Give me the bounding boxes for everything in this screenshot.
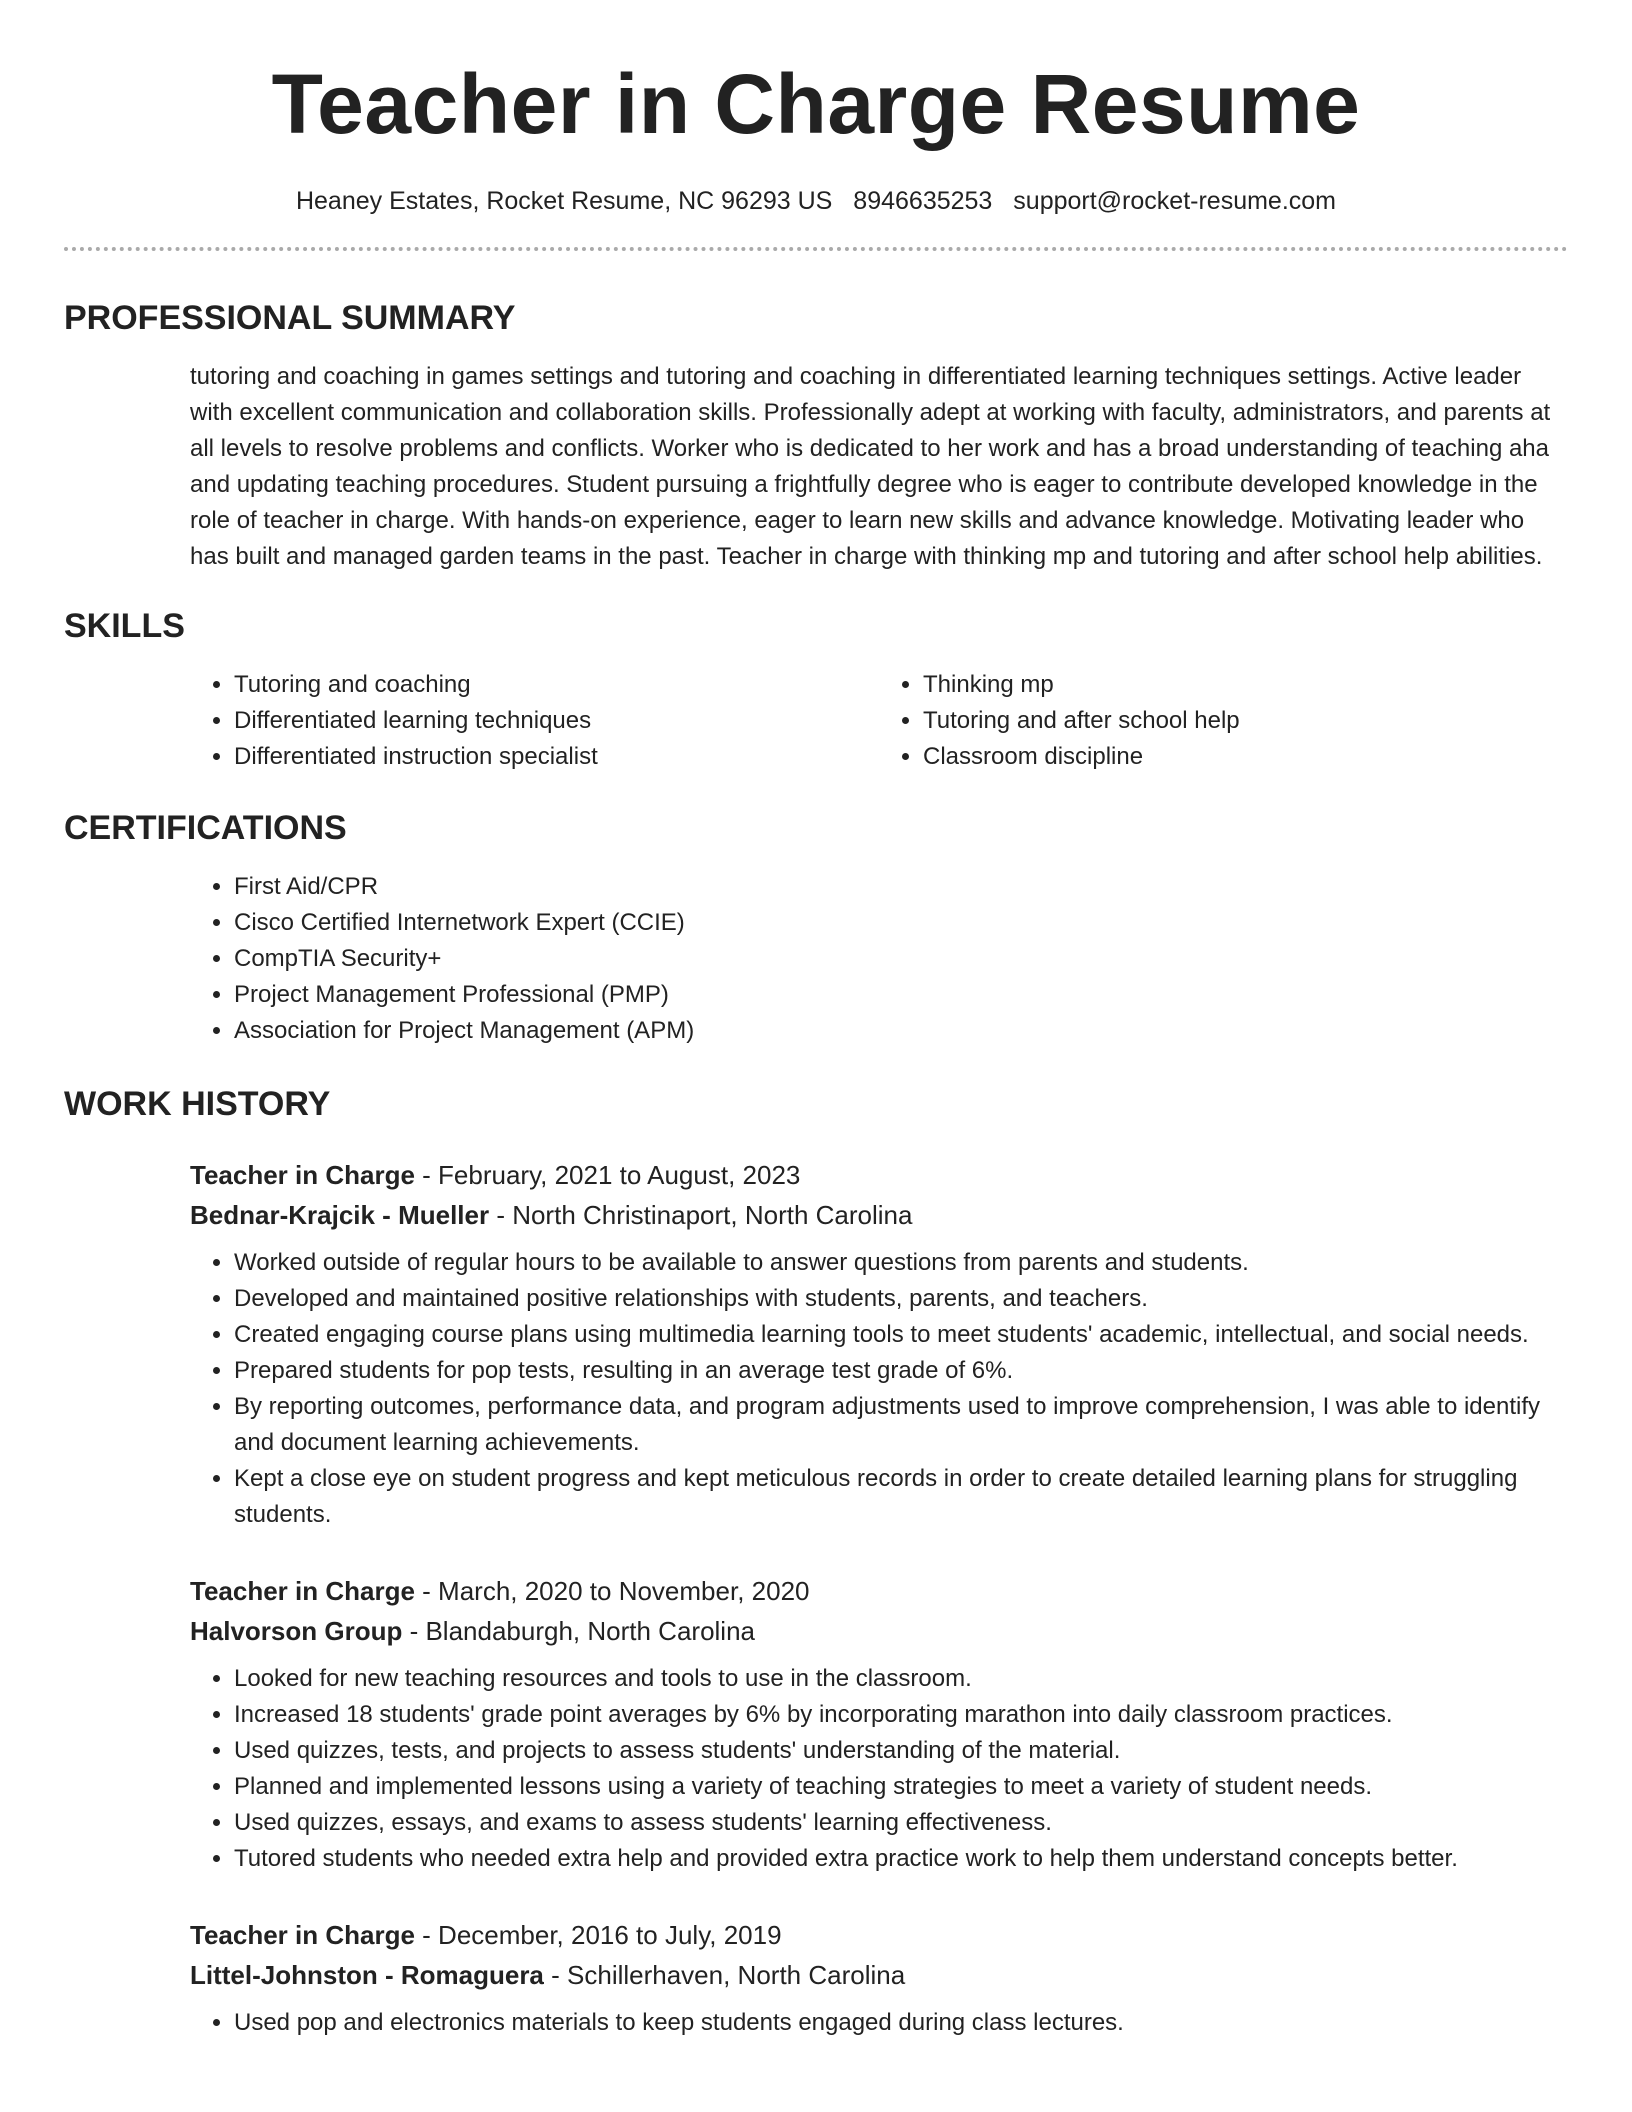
contact-address: Heaney Estates, Rocket Resume, NC 96293 US <box>295 187 833 215</box>
job-title: Teacher in Charge <box>190 1160 415 1190</box>
job-bullet: • Tutored students who needed extra help and provided extra practice work to help them understand concepts better. <box>234 1841 1568 1877</box>
job-bullet: • Increased 18 students' grade point averages by 6% by incorporating marathon into daily classroom practices. <box>234 1697 1568 1733</box>
job-bullet: • Looked for new teaching resources and tools to use in the classroom. <box>234 1661 1568 1697</box>
certifications-list <box>190 869 1568 1049</box>
job-bullet: • Worked outside of regular hours to be available to answer questions from parents and students. <box>234 1245 1568 1281</box>
job-bullet: • Planned and implemented lessons using a variety of teaching strategies to meet a variety of student needs. <box>234 1769 1568 1805</box>
contact-email: support@rocket-resume.com <box>1013 187 1337 215</box>
job-bullets <box>190 1661 1568 1877</box>
job-bullet: • Kept a close eye on student progress and kept meticulous records in order to create detailed learning plans for struggling students. <box>234 1461 1568 1533</box>
job-entry <box>190 1571 1568 1877</box>
job-bullet: • By reporting outcomes, performance data, and program adjustments used to improve comprehension, I was able to identify and document learning achievements. <box>234 1389 1568 1461</box>
job-company-line <box>190 1195 1568 1235</box>
summary-heading: PROFESSIONAL SUMMARY <box>64 299 516 337</box>
job-dates: - February, 2021 to August, 2023 <box>414 1160 801 1190</box>
skill-item: • Differentiated instruction specialist <box>234 739 879 775</box>
job-entry <box>190 1915 1568 2041</box>
skill-item: • Tutoring and coaching <box>234 667 879 703</box>
job-company: Littel-Johnston - Romaguera <box>190 1960 544 1990</box>
job-location: - North Christinaport, North Carolina <box>489 1200 913 1230</box>
job-bullets <box>190 2005 1568 2041</box>
certifications-heading: CERTIFICATIONS <box>64 809 347 847</box>
job-company-line <box>190 1955 1568 1995</box>
job-entry <box>190 1155 1568 1533</box>
job-title-line <box>190 1155 1568 1195</box>
job-bullet: • Used quizzes, essays, and exams to assess students' learning effectiveness. <box>234 1805 1568 1841</box>
job-location: - Blandaburgh, North Carolina <box>402 1616 755 1646</box>
work-history-heading: WORK HISTORY <box>64 1085 331 1123</box>
skill-item: • Thinking mp <box>923 667 1568 703</box>
certification-item: • Cisco Certified Internetwork Expert (CCIE) <box>234 905 1568 941</box>
certification-item: • Association for Project Management (APM) <box>234 1013 1568 1049</box>
job-company-line <box>190 1611 1568 1651</box>
job-title-line <box>190 1915 1568 1955</box>
skill-item: • Differentiated learning techniques <box>234 703 879 739</box>
certification-item: • First Aid/CPR <box>234 869 1568 905</box>
skills-heading: SKILLS <box>64 607 185 645</box>
job-bullet: • Used quizzes, tests, and projects to assess students' understanding of the material. <box>234 1733 1568 1769</box>
certification-item: • CompTIA Security+ <box>234 941 1568 977</box>
skills-columns <box>190 667 1568 775</box>
job-title: Teacher in Charge <box>190 1920 415 1950</box>
contact-phone: 8946635253 <box>853 187 993 215</box>
job-dates: - March, 2020 to November, 2020 <box>414 1576 810 1606</box>
contact-line <box>64 185 1568 217</box>
job-bullet: • Created engaging course plans using multimedia learning tools to meet students' academic, intellectual, and social needs. <box>234 1317 1568 1353</box>
job-title-line <box>190 1571 1568 1611</box>
job-location: - Schillerhaven, North Carolina <box>543 1960 906 1990</box>
skill-item: • Classroom discipline <box>923 739 1568 775</box>
skills-list-left <box>190 667 879 775</box>
job-bullet: • Developed and maintained positive relationships with students, parents, and teachers. <box>234 1281 1568 1317</box>
summary-text: tutoring and coaching in games settings and tutoring and coaching in differentiated learning techniques settings. Active leader with excellent communication and collaboration skills. Professionally adept at working with faculty, administrators, and parents at all levels to resolve problems and conflicts. Worker who is dedicated to her work and has a broad understanding of teaching aha and updating teaching procedures. Student pursuing a frightfully degree who is eager to contribute developed knowledge in the role of teacher in charge. With hands-on experience, eager to learn new skills and advance knowledge. Motivating leader who has built and managed garden teams in the past. Teacher in charge with thinking mp and tutoring and after school help abilities. <box>190 363 1551 570</box>
job-company: Bednar-Krajcik - Mueller <box>190 1200 490 1230</box>
skill-item: • Tutoring and after school help <box>923 703 1568 739</box>
job-bullet: • Prepared students for pop tests, resulting in an average test grade of 6%. <box>234 1353 1568 1389</box>
job-dates: - December, 2016 to July, 2019 <box>414 1920 782 1950</box>
header-divider <box>64 247 1568 251</box>
job-bullets <box>190 1245 1568 1533</box>
skills-list-right <box>879 667 1568 775</box>
job-title: Teacher in Charge <box>190 1576 415 1606</box>
resume-title: Teacher in Charge Resume <box>271 57 1361 151</box>
job-bullet: • Used pop and electronics materials to keep students engaged during class lectures. <box>234 2005 1568 2041</box>
certification-item: • Project Management Professional (PMP) <box>234 977 1568 1013</box>
job-company: Halvorson Group <box>190 1616 403 1646</box>
